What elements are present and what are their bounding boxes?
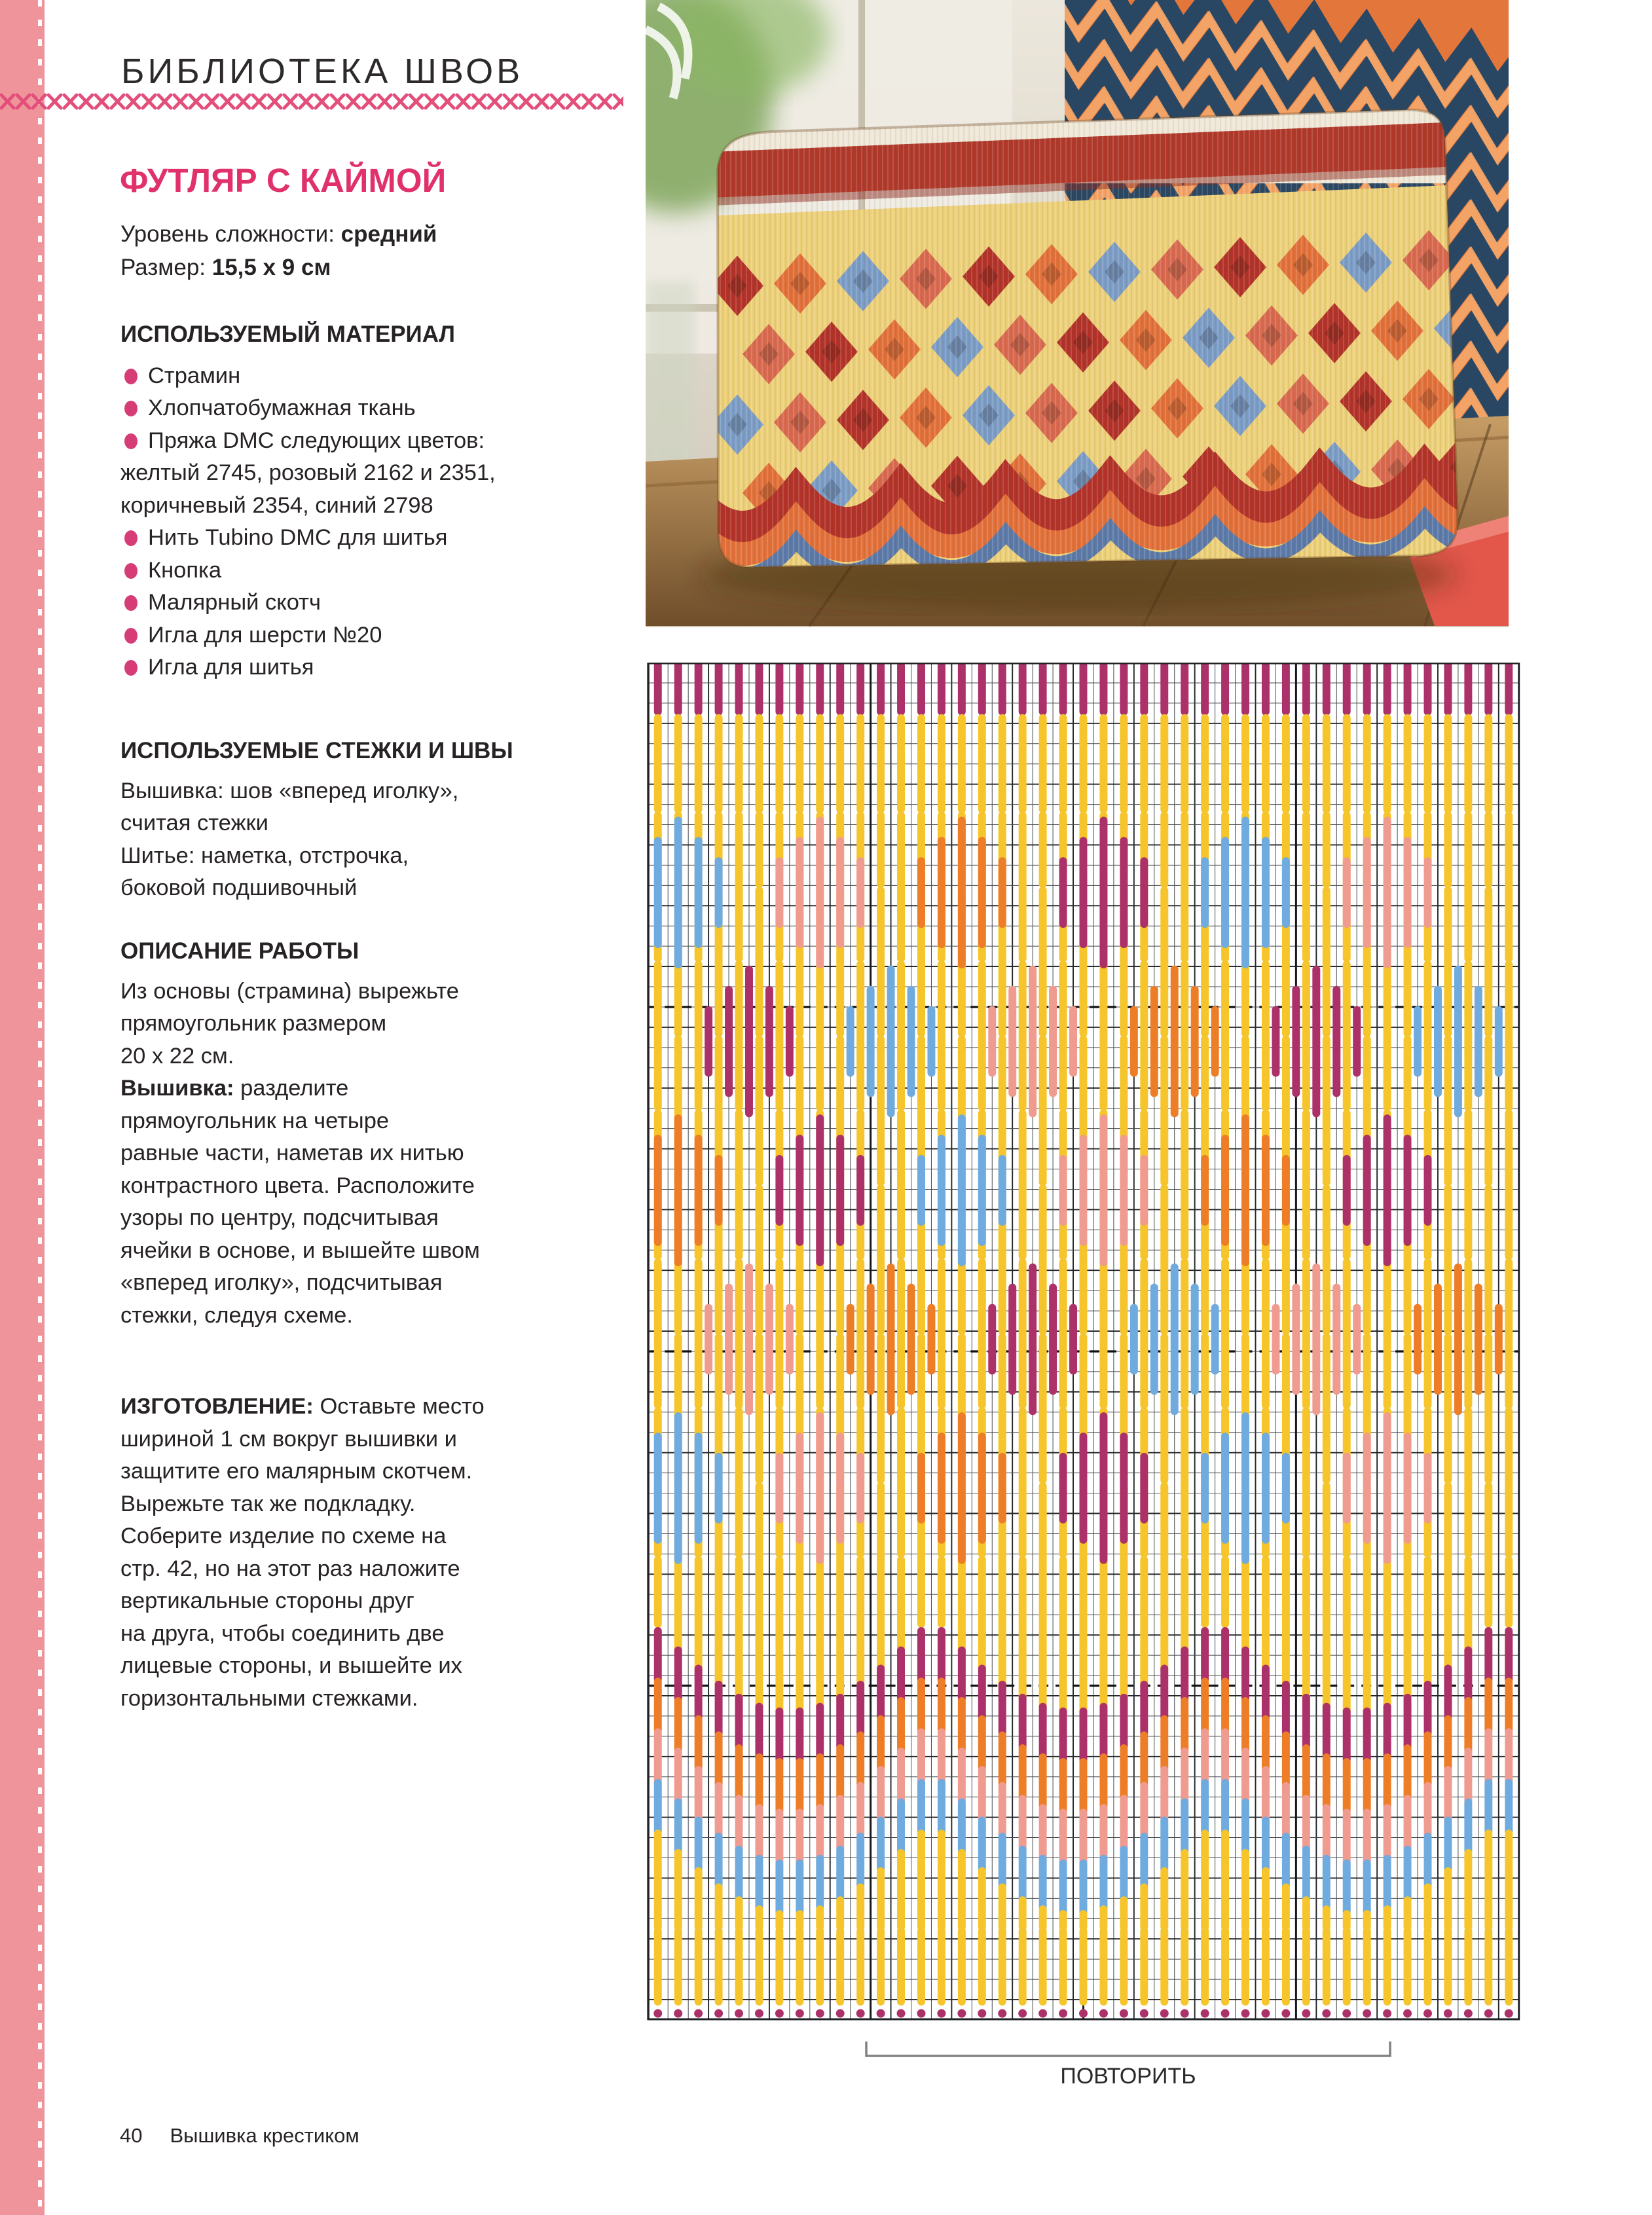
page-header: БИБЛИОТЕКА ШВОВ — [121, 52, 524, 91]
page-number: 40 — [120, 2124, 143, 2147]
description-line: прямоугольник на четыре — [120, 1108, 390, 1133]
materials-item-continuation: коричневый 2354, синий 2798 — [120, 492, 433, 518]
bullet-dot-icon — [124, 433, 138, 449]
footer-text: Вышивка крестиком — [170, 2124, 359, 2147]
stitches-lines — [120, 775, 513, 905]
strip-stitch-dots-icon — [38, 0, 42, 2215]
materials-item: Игла для шитья — [120, 651, 496, 684]
description-line: Вышивка: разделите — [120, 1076, 349, 1101]
stitches-line: Вышивка: шов «вперед иголку», — [120, 778, 459, 803]
repeat-bracket-icon — [864, 2039, 1392, 2060]
stitches-line: считая стежки — [120, 811, 268, 835]
cross-stitch-divider-icon — [0, 92, 623, 111]
description-line: равные части, наметав их нитью — [120, 1141, 464, 1165]
description-line: «вперед иголку», подсчитывая — [120, 1270, 443, 1295]
description-line: узоры по центру, подсчитывая — [120, 1205, 439, 1230]
stitches-heading: ИСПОЛЬЗУЕМЫЕ СТЕЖКИ И ШВЫ — [120, 738, 513, 763]
making-lines — [120, 1391, 485, 1715]
stitches-line: Шитье: наметка, отстрочка, — [120, 843, 409, 868]
meta-line: Размер: 15,5 х 9 см — [120, 255, 331, 280]
making-line: ИЗГОТОВЛЕНИЕ: Оставьте место — [120, 1394, 485, 1419]
article-title: ФУТЛЯР С КАЙМОЙ — [120, 162, 447, 199]
bullet-dot-icon — [124, 660, 138, 676]
stitches-section — [120, 735, 513, 905]
making-line: Вырежьте так же подкладку. — [120, 1491, 416, 1516]
materials-section — [120, 318, 496, 684]
description-heading: ОПИСАНИЕ РАБОТЫ — [120, 938, 359, 964]
description-line: контрастного цвета. Расположите — [120, 1173, 475, 1198]
description-line: 20 х 22 см. — [120, 1043, 234, 1069]
making-line: лицевые стороны, и вышейте их — [120, 1653, 462, 1678]
page-footer — [120, 2124, 359, 2148]
materials-item: Пряжа DMC следующих цветов: — [120, 425, 496, 458]
bullet-dot-icon — [124, 530, 138, 546]
materials-item: Игла для шерсти №20 — [120, 619, 496, 652]
description-line: ячейки в основе, и вышейте швом — [120, 1237, 480, 1263]
materials-item-continuation: желтый 2745, розовый 2162 и 2351, — [120, 460, 496, 485]
description-lines — [120, 976, 480, 1332]
description-section — [120, 935, 480, 1332]
materials-item: Кнопка — [120, 555, 496, 587]
stitches-line: боковой подшивочный — [120, 875, 358, 900]
making-line: вертикальные стороны друг — [120, 1588, 414, 1613]
making-section — [120, 1391, 485, 1715]
description-line: Из основы (страмина) вырежьте — [120, 978, 459, 1004]
repeat-label: ПОВТОРИТЬ — [1060, 2064, 1196, 2089]
description-line: стежки, следуя схеме. — [120, 1302, 353, 1328]
bullet-dot-icon — [124, 628, 138, 644]
making-line: стр. 42, но на этот раз наложите — [120, 1556, 460, 1581]
making-line: горизонтальными стежками. — [120, 1685, 418, 1711]
making-line: Соберите изделие по схеме на — [120, 1524, 447, 1548]
description-line: прямоугольник размером — [120, 1011, 387, 1036]
materials-item: Нить Tubino DMC для шитья — [120, 522, 496, 555]
bullet-dot-icon — [124, 563, 138, 579]
making-line: на друга, чтобы соединить две — [120, 1620, 445, 1646]
article-meta — [120, 217, 437, 284]
making-line: шириной 1 см вокруг вышивки и — [120, 1426, 457, 1452]
bullet-dot-icon — [124, 595, 138, 611]
materials-item: Малярный скотч — [120, 587, 496, 619]
materials-heading: ИСПОЛЬЗУЕМЫЙ МАТЕРИАЛ — [120, 321, 455, 347]
making-line: защитите его малярным скотчем. — [120, 1459, 473, 1484]
bullet-dot-icon — [124, 401, 138, 416]
pattern-chart — [647, 663, 1520, 2026]
materials-item: Хлопчатобумажная ткань — [120, 392, 496, 425]
meta-line: Уровень сложности: средний — [120, 221, 437, 247]
materials-item: Страмин — [120, 360, 496, 393]
materials-list — [120, 360, 496, 684]
bullet-dot-icon — [124, 369, 138, 384]
project-photo — [646, 0, 1509, 627]
